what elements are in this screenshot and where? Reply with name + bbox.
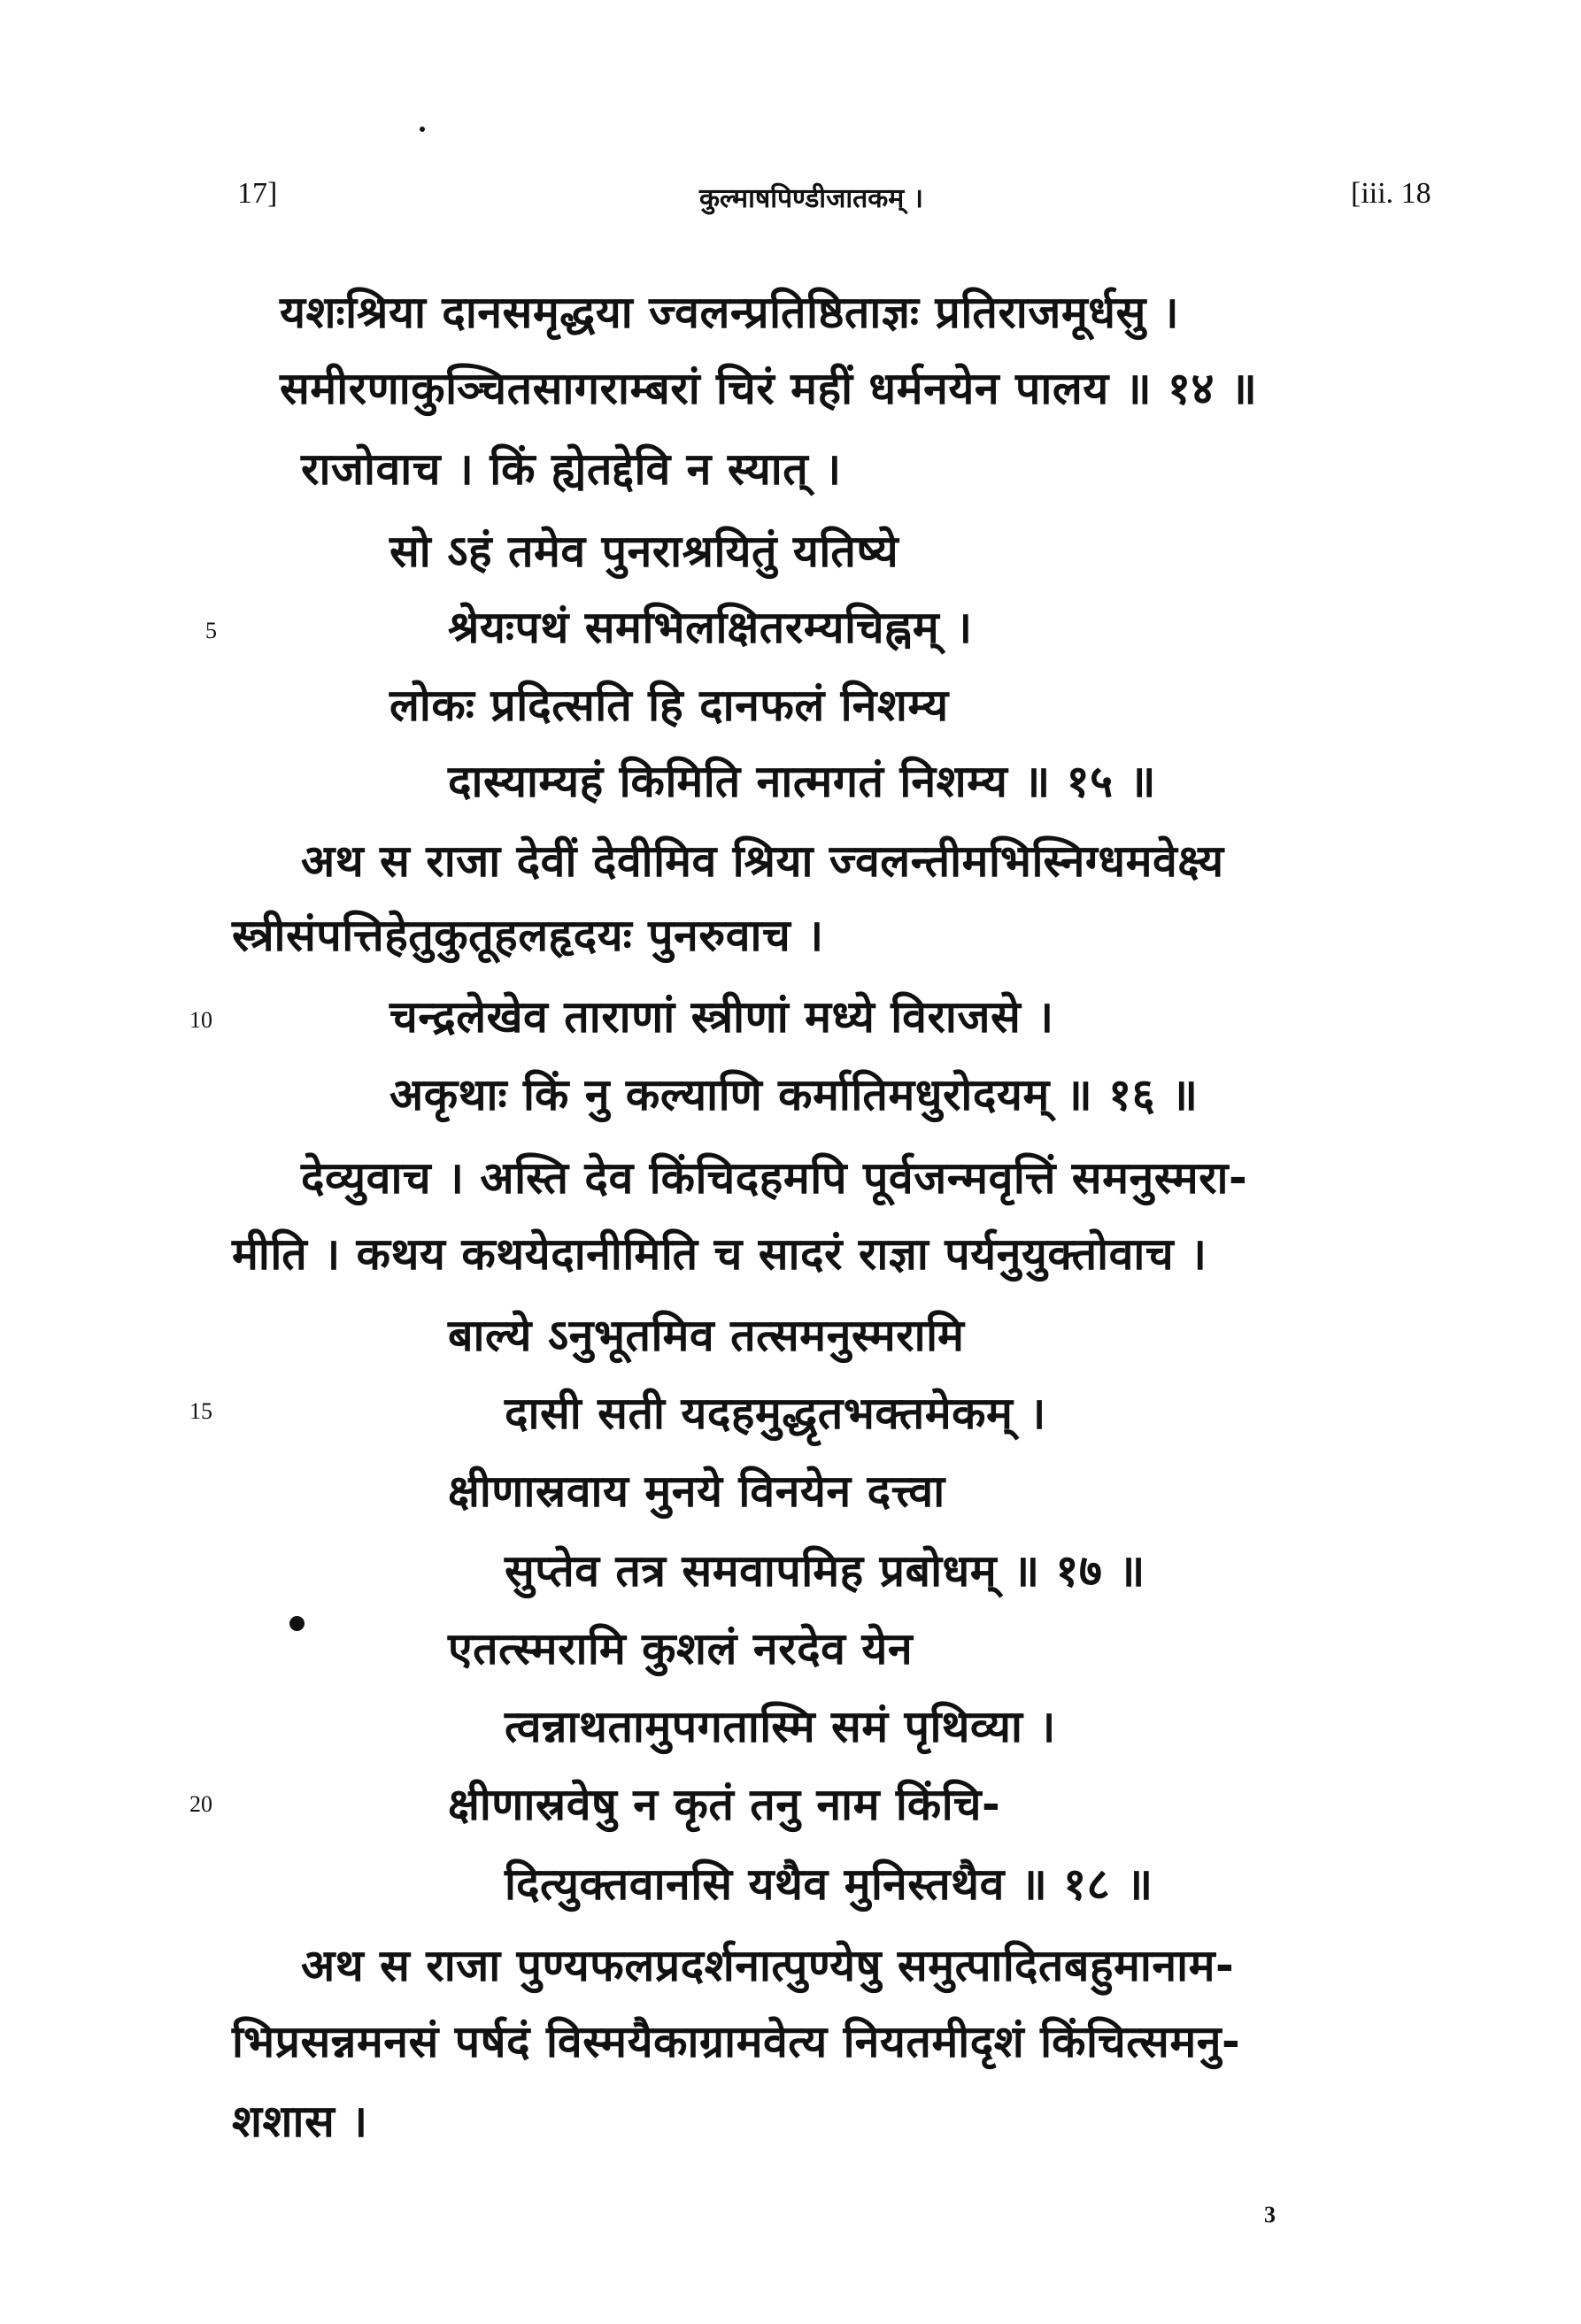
line-number-20: 20 (189, 1791, 212, 1817)
text-line-4: सो ऽहं तमेव पुनराश्रयितुं यतिष्ये (389, 526, 899, 577)
text-line-17: सुप्तेव तत्र समवापमिह प्रबोधम् ॥ १७ ॥ (505, 1545, 1145, 1597)
line-number-5: 5 (205, 618, 217, 643)
text-line-14: बाल्ये ऽनुभूतमिव तत्समनुस्मरामि (448, 1310, 965, 1361)
text-line-16: क्षीणास्रवाय मुनये विनयेन दत्त्वा (448, 1466, 945, 1517)
text-line-22: अथ स राजा पुण्यफलप्रदर्शनात्पुण्येषु समुत्पादितबहुमानाम- (301, 1940, 1235, 1991)
stray-ink-dot (420, 127, 425, 132)
text-line-11: अकृथाः किं नु कल्याणि कर्मातिमधुरोदयम् ॥ १६ ॥ (389, 1069, 1199, 1120)
header-section-ref: [iii. 18 (1351, 177, 1431, 210)
text-line-9: स्त्रीसंपत्तिहेतुकुतूहलहृदयः पुनरुवाच । (232, 910, 824, 961)
bullet-dot (289, 1616, 305, 1631)
text-line-8: अथ स राजा देवीं देवीमिव श्रिया ज्वलन्तीमभिस्निग्धमवेक्ष्य (301, 835, 1224, 887)
text-line-2: समीरणाकुञ्चितसागराम्बरां चिरं महीं धर्मनयेन पालय ॥ १४ ॥ (280, 363, 1258, 414)
text-line-21: दित्युक्तवानसि यथैव मुनिस्तथैव ॥ १८ ॥ (505, 1858, 1153, 1910)
text-line-15: दासी सती यदहमुद्धृतभक्तमेकम् । (505, 1388, 1046, 1439)
text-line-10: चन्द्रलेखेव ताराणां स्त्रीणां मध्ये विराजसे । (389, 991, 1054, 1043)
text-line-13: मीति । कथय कथयेदानीमिति च सादरं राज्ञा पर्यनुयुक्तोवाच । (232, 1228, 1207, 1280)
text-line-1: यशःश्रिया दानसमृद्धया ज्वलन्प्रतिष्ठिताज्ञः प्रतिराजमूर्धसु । (280, 287, 1180, 338)
text-line-20: क्षीणास्रवेषु न कृतं तनु नाम किंचि- (448, 1779, 1001, 1830)
page-number: 3 (1264, 2202, 1276, 2228)
text-line-7: दास्याम्यहं किमिति नात्मगतं निशम्य ॥ १५ ॥ (448, 756, 1156, 807)
line-number-15: 15 (189, 1398, 212, 1424)
text-line-3: राजोवाच । किं ह्येतद्देवि न स्यात् । (301, 443, 842, 495)
header-title: कुल्माषपिण्डीजातकम् । (699, 183, 923, 214)
text-line-24: शशास । (232, 2096, 368, 2147)
text-line-18: एतत्स्मरामि कुशलं नरदेव येन (448, 1623, 914, 1674)
text-line-12: देव्युवाच । अस्ति देव किंचिदहमपि पूर्वजन्मवृत्तिं समनुस्मरा- (301, 1152, 1248, 1204)
text-line-6: लोकः प्रदित्सति हि दानफलं निशम्य (389, 680, 949, 731)
text-line-5: श्रेयःपथं समभिलक्षितरम्यचिह्नम् । (448, 602, 973, 653)
text-line-19: त्वन्नाथतामुपगतास्मि समं पृथिव्या । (505, 1701, 1056, 1752)
line-number-10: 10 (189, 1007, 212, 1033)
header-chapter-number: 17] (237, 177, 278, 210)
text-line-23: भिप्रसन्नमनसं पर्षदं विस्मयैकाग्रामवेत्य नियतमीदृशं किंचित्समनु- (232, 2016, 1241, 2067)
